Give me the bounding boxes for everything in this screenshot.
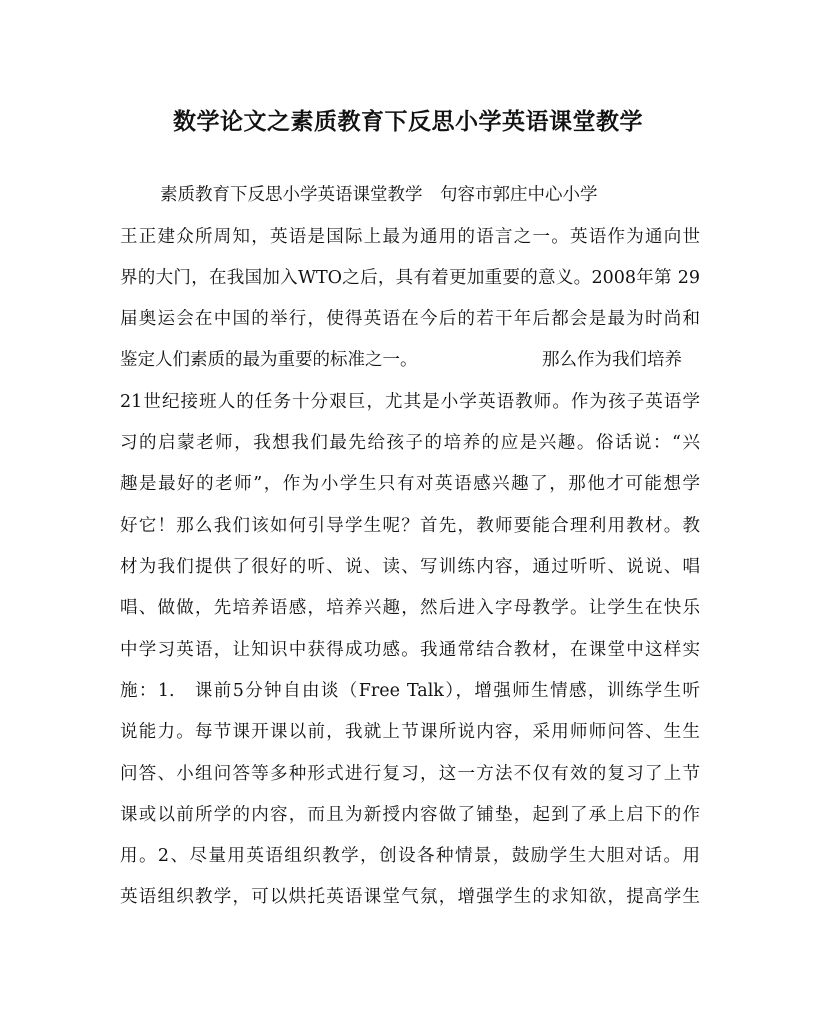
paragraph-line: 素质教育下反思小学英语课堂教学 句容市郭庄中心小学 [160,185,598,205]
sentence-fragment: 那么作为我们培养 [542,350,682,370]
paragraph-line: 材为我们提供了很好的听、说、读、写训练内容，通过听听、说说、唱 [120,557,700,577]
paragraph-line: 王正建众所周知，英语是国际上最为通用的语言之一。英语作为通向世 [120,227,700,247]
paragraph-line: 21世纪接班人的任务十分艰巨，尤其是小学英语教师。作为孩子英语学 [120,392,700,412]
paragraph-line: 课或以前所学的内容，而且为新授内容做了铺垫，起到了承上启下的作 [120,805,700,825]
paragraph-line: 好它！那么我们该如何引导学生呢？首先，教师要能合理利用教材。教 [120,516,700,536]
paragraph-line: 唱、做做，先培养语感，培养兴趣，然后进入字母教学。让学生在快乐 [120,598,700,618]
paragraph-line: 用。2、尽量用英语组织教学，创设各种情景，鼓励学生大胆对话。用 [120,846,700,866]
paragraph-line: 趣是最好的老师”，作为小学生只有对英语感兴趣了，那他才可能想学 [120,474,700,494]
paragraph-line: 施：1. 课前5分钟自由谈（Free Talk），增强师生情感，训练学生听 [120,681,700,701]
document-title: 数学论文之素质教育下反思小学英语课堂教学 [173,108,643,135]
paragraph-line: 界的大门，在我国加入WTO之后，具有着更加重要的意义。2008年第 29 [120,268,700,288]
paragraph-line: 说能力。每节课开课以前，我就上节课所说内容，采用师师问答、生生 [120,722,700,742]
paragraph-line: 问答、小组问答等多种形式进行复习，这一方法不仅有效的复习了上节 [120,764,700,784]
sentence-fragment: 鉴定人们素质的最为重要的标准之一。 [120,350,418,370]
paragraph-line: 届奥运会在中国的举行，使得英语在今后的若干年后都会是最为时尚和 [120,309,700,329]
paragraph-line: 习的启蒙老师，我想我们最先给孩子的培养的应是兴趣。俗话说：“兴 [120,433,700,453]
paragraph-line: 中学习英语，让知识中获得成功感。我通常结合教材，在课堂中这样实 [120,640,700,660]
paragraph-line [120,343,700,377]
paragraph-line: 英语组织教学，可以烘托英语课堂气氛，增强学生的求知欲，提高学生 [120,887,700,907]
